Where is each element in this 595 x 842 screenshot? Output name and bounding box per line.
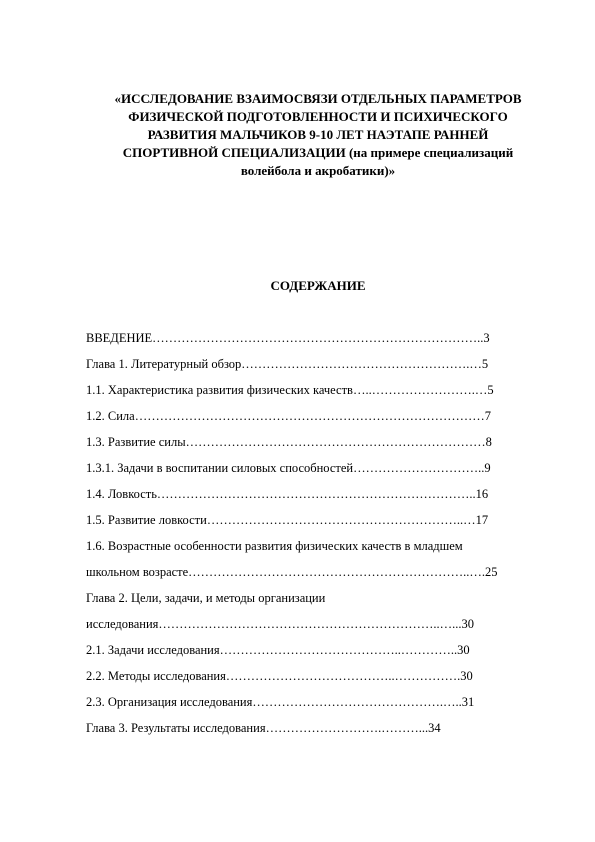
title-line: ФИЗИЧЕСКОЙ ПОДГОТОВЛЕННОСТИ И ПСИХИЧЕСКОГО	[128, 109, 508, 124]
toc-entry: исследования…………………………………………………………..…...30	[86, 617, 475, 631]
toc-entry: 2.2. Методы исследования…………………………………..…………….30	[86, 669, 473, 683]
toc-entry: Глава 3. Результаты исследования……………………….………...34	[86, 721, 441, 735]
toc-entry: ВВЕДЕНИЕ……………………………………………………………………..3	[86, 331, 490, 345]
contents-heading: СОДЕРЖАНИЕ	[270, 278, 366, 293]
title-line: «ИССЛЕДОВАНИЕ ВЗАИМОСВЯЗИ ОТДЕЛЬНЫХ ПАРАМЕТРОВ	[114, 91, 522, 106]
toc-entry: 1.3.1. Задачи в воспитании силовых способностей…………………………..9	[86, 461, 491, 475]
toc-entry: 1.4. Ловкость…………………………………………………………………..16	[86, 487, 489, 501]
toc-entry: 1.2. Сила…………………………………………………………………………7	[86, 409, 491, 423]
title-line: СПОРТИВНОЙ СПЕЦИАЛИЗАЦИИ (на примере специализаций	[122, 145, 514, 160]
table-of-contents	[86, 330, 556, 746]
title-line: РАЗВИТИЯ МАЛЬЧИКОВ 9-10 ЛЕТ НАЭТАПЕ РАННЕЙ	[147, 127, 489, 142]
toc-entry: 1.5. Развитие ловкости……………………………………………………..…17	[86, 513, 489, 527]
toc-entry: школьном возрасте…………………………………………………………..….25	[86, 565, 498, 579]
toc-entry: 1.6. Возрастные особенности развития физических качеств в младшем	[86, 539, 463, 553]
toc-entry: 2.1. Задачи исследования……………………………………..…………..30	[86, 643, 470, 657]
title-line: волейбола и акробатики)»	[240, 163, 396, 178]
toc-entry: 1.3. Развитие силы………………………………………………………………8	[86, 435, 492, 449]
toc-entry: Глава 1. Литературный обзор……………………………………………….…5	[86, 357, 489, 371]
toc-entry: Глава 2. Цели, задачи, и методы организации	[86, 591, 326, 605]
toc-entry: 1.1. Характеристика развития физических качеств…..…………………….…5	[86, 383, 494, 397]
toc-entry: 2.3. Организация исследования……………………………………….…..31	[86, 695, 475, 709]
document-title	[86, 90, 550, 180]
